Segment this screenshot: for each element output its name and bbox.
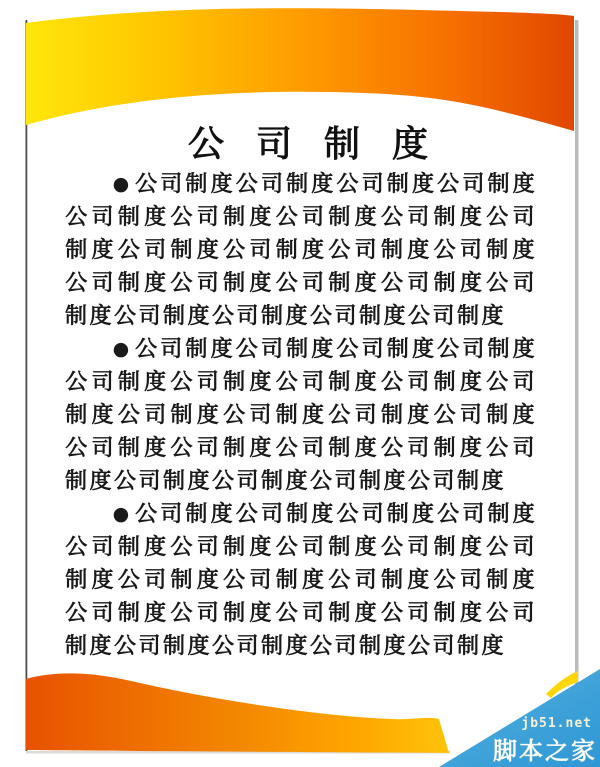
body-char: 度: [512, 336, 535, 362]
body-char: 公: [380, 204, 403, 230]
body-char: 度: [91, 567, 114, 593]
body-char: 度: [459, 369, 482, 395]
body-char: 公: [235, 336, 258, 362]
body-char: 司: [260, 171, 283, 197]
body-char: 制: [457, 468, 480, 494]
body-char: 公: [310, 303, 333, 329]
body-char: 公: [380, 270, 403, 296]
body-char: 制: [65, 237, 88, 263]
body-char: 制: [275, 567, 298, 593]
body-char: 度: [196, 237, 219, 263]
body-char: 司: [407, 369, 430, 395]
body-char: 公: [486, 600, 509, 626]
body-char: 制: [223, 435, 246, 461]
body-char: 司: [249, 402, 272, 428]
body-char: 制: [328, 204, 351, 230]
paragraph-line: [65, 366, 535, 399]
body-char: 司: [407, 534, 430, 560]
paragraph-line: [65, 531, 535, 564]
body-char: 制: [380, 402, 403, 428]
body-char: 度: [249, 369, 272, 395]
body-char: 司: [236, 303, 259, 329]
body-char: 度: [481, 303, 504, 329]
body-char: 公: [114, 468, 137, 494]
body-char: 司: [512, 600, 535, 626]
body-char: 公: [170, 600, 193, 626]
body-char: 度: [407, 237, 430, 263]
paragraph-line: [65, 300, 535, 333]
body-char: 度: [210, 501, 233, 527]
body-char: 公: [275, 534, 298, 560]
body-char: 制: [386, 336, 409, 362]
body-char: 度: [354, 534, 377, 560]
body-char: 司: [138, 633, 161, 659]
body-char: 制: [328, 534, 351, 560]
body-char: 司: [160, 171, 183, 197]
body-char: 制: [487, 171, 510, 197]
body-char: 司: [432, 633, 455, 659]
paragraph-first-line: [65, 498, 535, 531]
body-char: 度: [354, 600, 377, 626]
body-char: 制: [433, 270, 456, 296]
paragraph-first-line: [65, 333, 535, 366]
body-char: 司: [236, 468, 259, 494]
body-char: 司: [459, 567, 482, 593]
body-char: 司: [361, 336, 384, 362]
body-char: 司: [260, 336, 283, 362]
body-char: 司: [407, 204, 430, 230]
body-char: 公: [114, 633, 137, 659]
body-char: 制: [65, 468, 88, 494]
body-char: 度: [187, 633, 210, 659]
paragraph-line: [65, 399, 535, 432]
body-char: 制: [185, 336, 208, 362]
body-char: 司: [138, 468, 161, 494]
body-char: 度: [89, 468, 112, 494]
body-char: 公: [486, 369, 509, 395]
body-char: 度: [89, 303, 112, 329]
body-char: 公: [437, 501, 460, 527]
body-char: 司: [407, 435, 430, 461]
body-char: 制: [163, 633, 186, 659]
body-char: 公: [117, 402, 140, 428]
body-char: 司: [91, 534, 114, 560]
body-char: 度: [187, 303, 210, 329]
body-char: 公: [328, 237, 351, 263]
body-char: 公: [223, 402, 246, 428]
body-char: 司: [302, 600, 325, 626]
body-char: 公: [408, 633, 431, 659]
body-char: 公: [275, 369, 298, 395]
body-char: 制: [275, 237, 298, 263]
body-char: 公: [117, 567, 140, 593]
body-char: 制: [65, 633, 88, 659]
body-char: 司: [361, 171, 384, 197]
body-char: 司: [432, 303, 455, 329]
body-char: 制: [163, 303, 186, 329]
body-char: 司: [196, 534, 219, 560]
body-char: 度: [354, 435, 377, 461]
body-char: 制: [486, 402, 509, 428]
body-char: 司: [236, 633, 259, 659]
body-char: 公: [135, 501, 158, 527]
body-char: 度: [481, 468, 504, 494]
body-char: 制: [65, 303, 88, 329]
body-char: 公: [437, 171, 460, 197]
body-char: 度: [210, 171, 233, 197]
body-char: 度: [91, 237, 114, 263]
body-char: 制: [380, 567, 403, 593]
body-char: 公: [380, 435, 403, 461]
body-char: 司: [354, 402, 377, 428]
body-char: 制: [486, 567, 509, 593]
paragraph-line: [65, 465, 535, 498]
body-char: 司: [196, 369, 219, 395]
body-char: 公: [275, 600, 298, 626]
body-char: 公: [223, 237, 246, 263]
title-char: 度: [391, 124, 428, 165]
body-char: 度: [144, 534, 167, 560]
body-char: 制: [261, 633, 284, 659]
body-char: 司: [459, 402, 482, 428]
body-char: 度: [196, 402, 219, 428]
body-char: 度: [512, 567, 535, 593]
body-char: 司: [91, 600, 114, 626]
body-char: 制: [185, 171, 208, 197]
body-char: 度: [210, 336, 233, 362]
body-char: 司: [462, 336, 485, 362]
body-char: 制: [359, 468, 382, 494]
body-char: 司: [138, 303, 161, 329]
body-char: 公: [65, 369, 88, 395]
body-char: 制: [117, 369, 140, 395]
body-char: 司: [334, 303, 357, 329]
body-char: 度: [302, 402, 325, 428]
body-char: 制: [386, 171, 409, 197]
body-char: 公: [336, 501, 359, 527]
body-char: 公: [275, 270, 298, 296]
body-char: 公: [65, 204, 88, 230]
bullet-icon: ●: [112, 503, 130, 525]
body-char: 公: [336, 171, 359, 197]
body-char: 度: [411, 171, 434, 197]
body-char: 制: [117, 204, 140, 230]
body-char: 司: [91, 435, 114, 461]
paragraph-line: [65, 630, 535, 663]
body-char: 司: [249, 237, 272, 263]
body-char: 司: [144, 402, 167, 428]
body-char: 公: [65, 270, 88, 296]
body-char: 司: [91, 270, 114, 296]
body-char: 公: [235, 171, 258, 197]
body-char: 制: [261, 468, 284, 494]
body-char: 度: [411, 336, 434, 362]
body-char: 公: [114, 303, 137, 329]
paragraph-line: [65, 564, 535, 597]
body-char: 制: [457, 303, 480, 329]
bullet-icon: ●: [112, 338, 130, 360]
body-char: 公: [408, 468, 431, 494]
body-char: 制: [117, 270, 140, 296]
body-char: 度: [459, 270, 482, 296]
body-char: 度: [411, 501, 434, 527]
body-char: 度: [383, 303, 406, 329]
body-char: 制: [117, 435, 140, 461]
body-char: 公: [170, 369, 193, 395]
body-char: 度: [302, 567, 325, 593]
body-char: 制: [286, 501, 309, 527]
body-char: 度: [407, 567, 430, 593]
body-char: 公: [170, 270, 193, 296]
body-char: 制: [359, 633, 382, 659]
body-char: 公: [235, 501, 258, 527]
body-char: 度: [89, 633, 112, 659]
body-char: 制: [433, 204, 456, 230]
body-char: 公: [135, 336, 158, 362]
body-char: 度: [144, 369, 167, 395]
body-char: 制: [170, 402, 193, 428]
body-char: 度: [249, 435, 272, 461]
body-char: 公: [486, 534, 509, 560]
bullet-icon: ●: [112, 173, 130, 195]
body-char: 度: [144, 204, 167, 230]
body-char: 司: [144, 567, 167, 593]
body-char: 度: [407, 402, 430, 428]
body-char: 公: [328, 567, 351, 593]
body-char: 度: [285, 468, 308, 494]
paragraph-line: [65, 267, 535, 300]
body-char: 公: [65, 534, 88, 560]
body-char: 司: [512, 435, 535, 461]
body-char: 司: [160, 501, 183, 527]
body-char: 司: [160, 336, 183, 362]
body-char: 公: [212, 468, 235, 494]
body-char: 公: [223, 567, 246, 593]
body-char: 制: [65, 402, 88, 428]
body-char: 公: [170, 534, 193, 560]
body-char: 制: [65, 567, 88, 593]
body-char: 公: [212, 303, 235, 329]
body-char: 度: [302, 237, 325, 263]
body-char: 度: [144, 600, 167, 626]
body-char: 度: [512, 171, 535, 197]
body-char: 公: [433, 567, 456, 593]
body-char: 公: [212, 633, 235, 659]
body-char: 制: [359, 303, 382, 329]
body-char: 司: [260, 501, 283, 527]
top-wave-band: [26, 8, 574, 131]
body-char: 制: [328, 270, 351, 296]
body-char: 司: [302, 369, 325, 395]
body-char: 公: [117, 237, 140, 263]
body-char: 公: [380, 369, 403, 395]
body-char: 司: [91, 369, 114, 395]
body-char: 制: [386, 501, 409, 527]
body-char: 公: [336, 336, 359, 362]
body-char: 制: [487, 501, 510, 527]
body-char: 度: [249, 204, 272, 230]
body-char: 制: [457, 633, 480, 659]
poster-title: [26, 124, 576, 166]
body-char: 制: [433, 369, 456, 395]
body-char: 度: [249, 534, 272, 560]
body-char: 制: [223, 204, 246, 230]
body-char: 度: [354, 270, 377, 296]
body-char: 制: [487, 336, 510, 362]
body-char: 公: [65, 435, 88, 461]
body-char: 度: [249, 270, 272, 296]
body-char: 度: [285, 303, 308, 329]
body-char: 公: [275, 435, 298, 461]
body-char: 制: [328, 369, 351, 395]
body-char: 制: [380, 237, 403, 263]
body-char: 度: [144, 435, 167, 461]
body-char: 度: [249, 600, 272, 626]
body-char: 度: [285, 633, 308, 659]
body-char: 公: [310, 633, 333, 659]
body-char: 公: [380, 600, 403, 626]
body-char: 度: [481, 633, 504, 659]
body-char: 制: [261, 303, 284, 329]
body-char: 公: [433, 237, 456, 263]
body-char: 制: [328, 435, 351, 461]
body-char: 度: [354, 204, 377, 230]
body-char: 司: [512, 204, 535, 230]
body-char: 司: [354, 567, 377, 593]
body-char: 司: [302, 270, 325, 296]
paragraph-line: [65, 201, 535, 234]
body-char: 公: [170, 435, 193, 461]
body-char: 司: [302, 534, 325, 560]
body-char: 司: [432, 468, 455, 494]
body-char: 制: [170, 567, 193, 593]
paragraph-line: [65, 234, 535, 267]
body-char: 度: [459, 534, 482, 560]
body-char: 制: [117, 534, 140, 560]
body-char: 公: [433, 402, 456, 428]
body-char: 公: [486, 435, 509, 461]
paragraph-line: [65, 432, 535, 465]
title-char: 制: [323, 124, 360, 165]
paragraph-first-line: [65, 168, 535, 201]
body-char: 司: [407, 270, 430, 296]
body-char: 司: [302, 204, 325, 230]
body-char: 司: [196, 435, 219, 461]
watermark-brand-name: 脚本之家: [493, 737, 597, 765]
body-char: 度: [196, 567, 219, 593]
body-char: 公: [310, 468, 333, 494]
paragraph-line: [65, 597, 535, 630]
body-char: 公: [437, 336, 460, 362]
body-char: 度: [311, 171, 334, 197]
body-char: 制: [286, 336, 309, 362]
body-char: 司: [196, 600, 219, 626]
body-char: 度: [311, 336, 334, 362]
body-text: [65, 168, 535, 663]
body-char: 司: [196, 270, 219, 296]
body-char: 制: [275, 402, 298, 428]
body-char: 度: [311, 501, 334, 527]
body-char: 公: [275, 204, 298, 230]
body-char: 度: [383, 633, 406, 659]
body-char: 公: [170, 204, 193, 230]
body-char: 司: [462, 171, 485, 197]
body-char: 公: [65, 600, 88, 626]
body-char: 司: [512, 369, 535, 395]
body-char: 司: [249, 567, 272, 593]
body-char: 司: [334, 468, 357, 494]
title-char: 司: [255, 124, 292, 165]
body-char: 制: [486, 237, 509, 263]
body-char: 制: [433, 435, 456, 461]
body-char: 制: [223, 534, 246, 560]
body-char: 制: [117, 600, 140, 626]
body-char: 度: [459, 435, 482, 461]
body-char: 公: [380, 534, 403, 560]
body-char: 制: [223, 369, 246, 395]
watermark-site-url: jb51.net: [521, 716, 592, 731]
body-char: 公: [486, 270, 509, 296]
bottom-wave-band: [26, 673, 449, 753]
body-char: 司: [144, 237, 167, 263]
body-char: 制: [286, 171, 309, 197]
body-char: 公: [328, 402, 351, 428]
body-char: 度: [512, 501, 535, 527]
body-char: 司: [334, 633, 357, 659]
body-char: 制: [223, 600, 246, 626]
body-char: 度: [144, 270, 167, 296]
body-char: 制: [170, 237, 193, 263]
body-char: 司: [459, 237, 482, 263]
body-char: 度: [187, 468, 210, 494]
title-char: 公: [187, 124, 224, 165]
body-char: 制: [433, 600, 456, 626]
body-char: 司: [407, 600, 430, 626]
body-char: 公: [408, 303, 431, 329]
body-char: 公: [135, 171, 158, 197]
body-char: 制: [433, 534, 456, 560]
body-char: 度: [512, 402, 535, 428]
body-char: 制: [163, 468, 186, 494]
body-char: 制: [185, 501, 208, 527]
body-char: 司: [462, 501, 485, 527]
body-char: 度: [383, 468, 406, 494]
body-char: 公: [486, 204, 509, 230]
body-char: 司: [91, 204, 114, 230]
body-char: 度: [459, 204, 482, 230]
body-char: 司: [196, 204, 219, 230]
body-char: 司: [361, 501, 384, 527]
body-char: 司: [512, 270, 535, 296]
body-char: 度: [459, 600, 482, 626]
body-char: 司: [354, 237, 377, 263]
body-char: 司: [512, 534, 535, 560]
body-char: 度: [354, 369, 377, 395]
body-char: 度: [91, 402, 114, 428]
body-char: 制: [328, 600, 351, 626]
body-char: 司: [302, 435, 325, 461]
body-char: 度: [512, 237, 535, 263]
body-char: 制: [223, 270, 246, 296]
